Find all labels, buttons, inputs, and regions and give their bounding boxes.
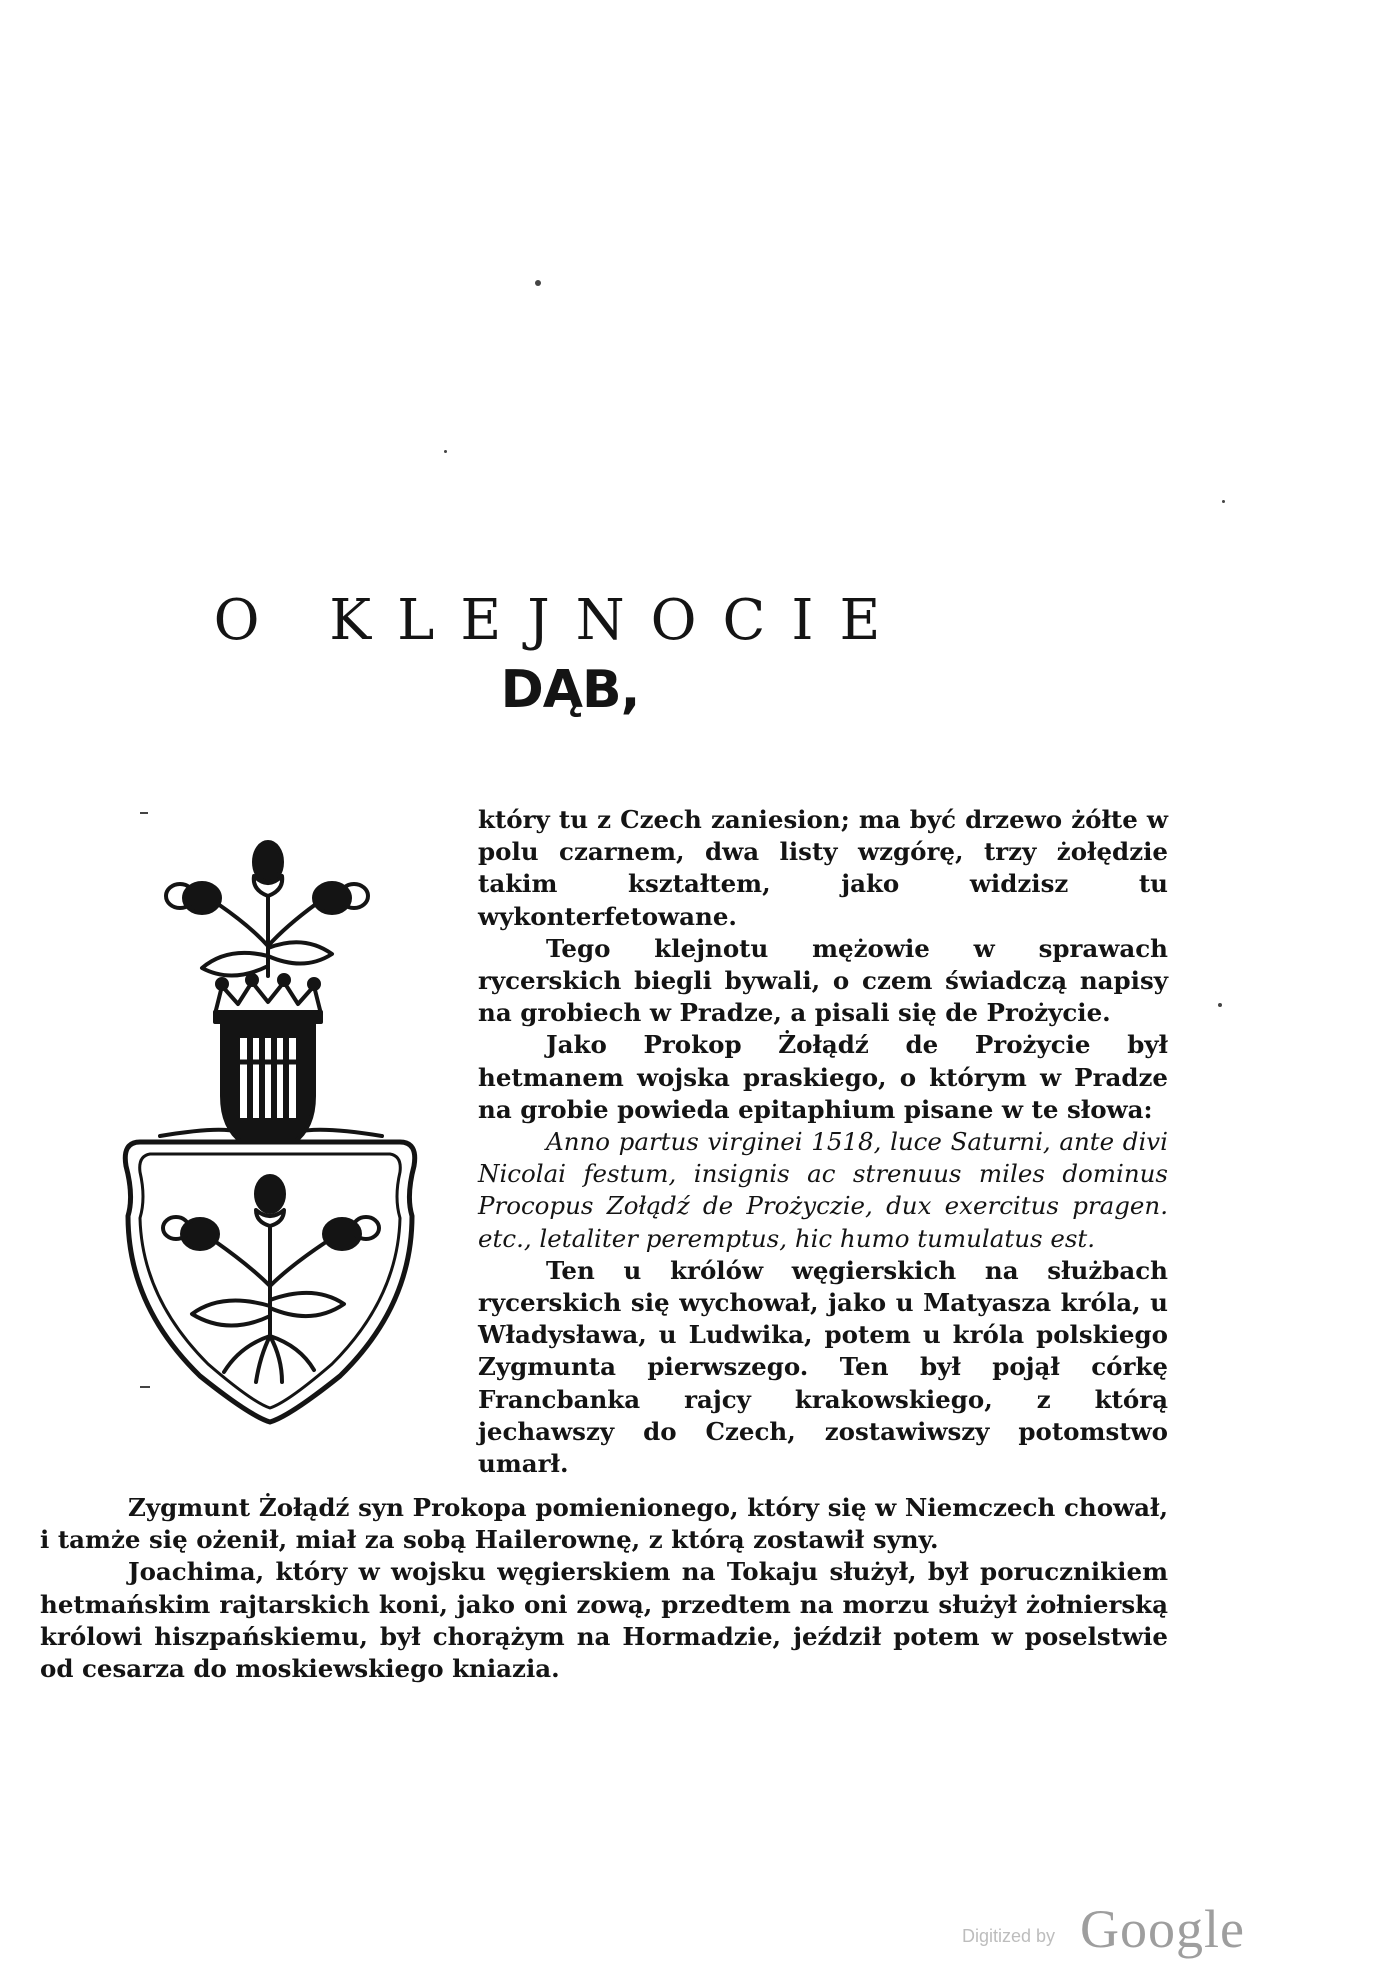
epitaph-paragraph: Anno partus virginei 1518, luce Saturni, ante divi Nicolai festum, insignis ac strenuus miles dominus Procopus Zołądź de Prożyczie, dux exercitus pragen. etc., letaliter peremptus, hic humo tumulatus est. (478, 1127, 1168, 1253)
column-paragraph-2: Tego klejnotu mężowie w sprawach rycerskich biegli bywali, o czem świadczą napisy na grobiech w Pradze, a pisali się de Prożycie. (478, 933, 1168, 1028)
page-heading: O KLEJNOCIE (213, 588, 907, 653)
crest-acorns-icon (166, 842, 368, 976)
watermark-prefix: Digitized by (962, 1926, 1056, 1946)
column-text (478, 804, 1168, 1480)
page-subheading: DĄB, (500, 660, 640, 720)
speck (1218, 1003, 1222, 1007)
speck (444, 450, 447, 453)
coat-of-arms-illustration (120, 836, 420, 1426)
speck (140, 812, 148, 814)
google-logo: Google (1080, 1899, 1245, 1959)
helmet-icon (222, 1022, 314, 1146)
column-paragraph-1: który tu z Czech zaniesion; ma być drzewo żółte w polu czarnem, dwa listy wzgórę, trzy żołędzie takim kształtem, jako widzisz tu wykonterfetowane. (478, 805, 1168, 931)
full-paragraph-2: Joachima, który w wojsku węgierskiem na Tokaju służył, był porucznikiem hetmańskim rajtarskich koni, jako oni zową, przedtem na morzu służył żołnierską królowi hiszpańskiemu, był chorążym na Hormadzie, jeździł potem w poselstwie od cesarza do moskiewskiego kniazia. (40, 1557, 1168, 1684)
full-width-text (40, 1492, 1168, 1685)
coronet-icon (215, 975, 321, 1022)
full-paragraph-1: Zygmunt Żołądź syn Prokopa pomienionego, który się w Niemczech chował, i tamże się ożenił, miał za sobą Hailerownę, z którą zostawił syny. (40, 1493, 1168, 1555)
speck (535, 280, 541, 286)
digitized-watermark (962, 1899, 1362, 1960)
column-paragraph-5: Ten u królów węgierskich na służbach rycerskich się wychował, jako u Matyasza króla, u Władysława, u Ludwika, potem u króla polskiego Zygmunta pierwszego. Ten był pojął córkę Francbanka rajcy krakowskiego, z którą jechawszy do Czech, zostawiwszy potomstwo umarł. (478, 1255, 1168, 1479)
column-paragraph-3: Jako Prokop Żołądź de Prożycie był hetmanem wojska praskiego, o którym w Pradze na grobie powieda epitaphium pisane w te słowa: (478, 1030, 1168, 1124)
speck (1222, 500, 1225, 503)
